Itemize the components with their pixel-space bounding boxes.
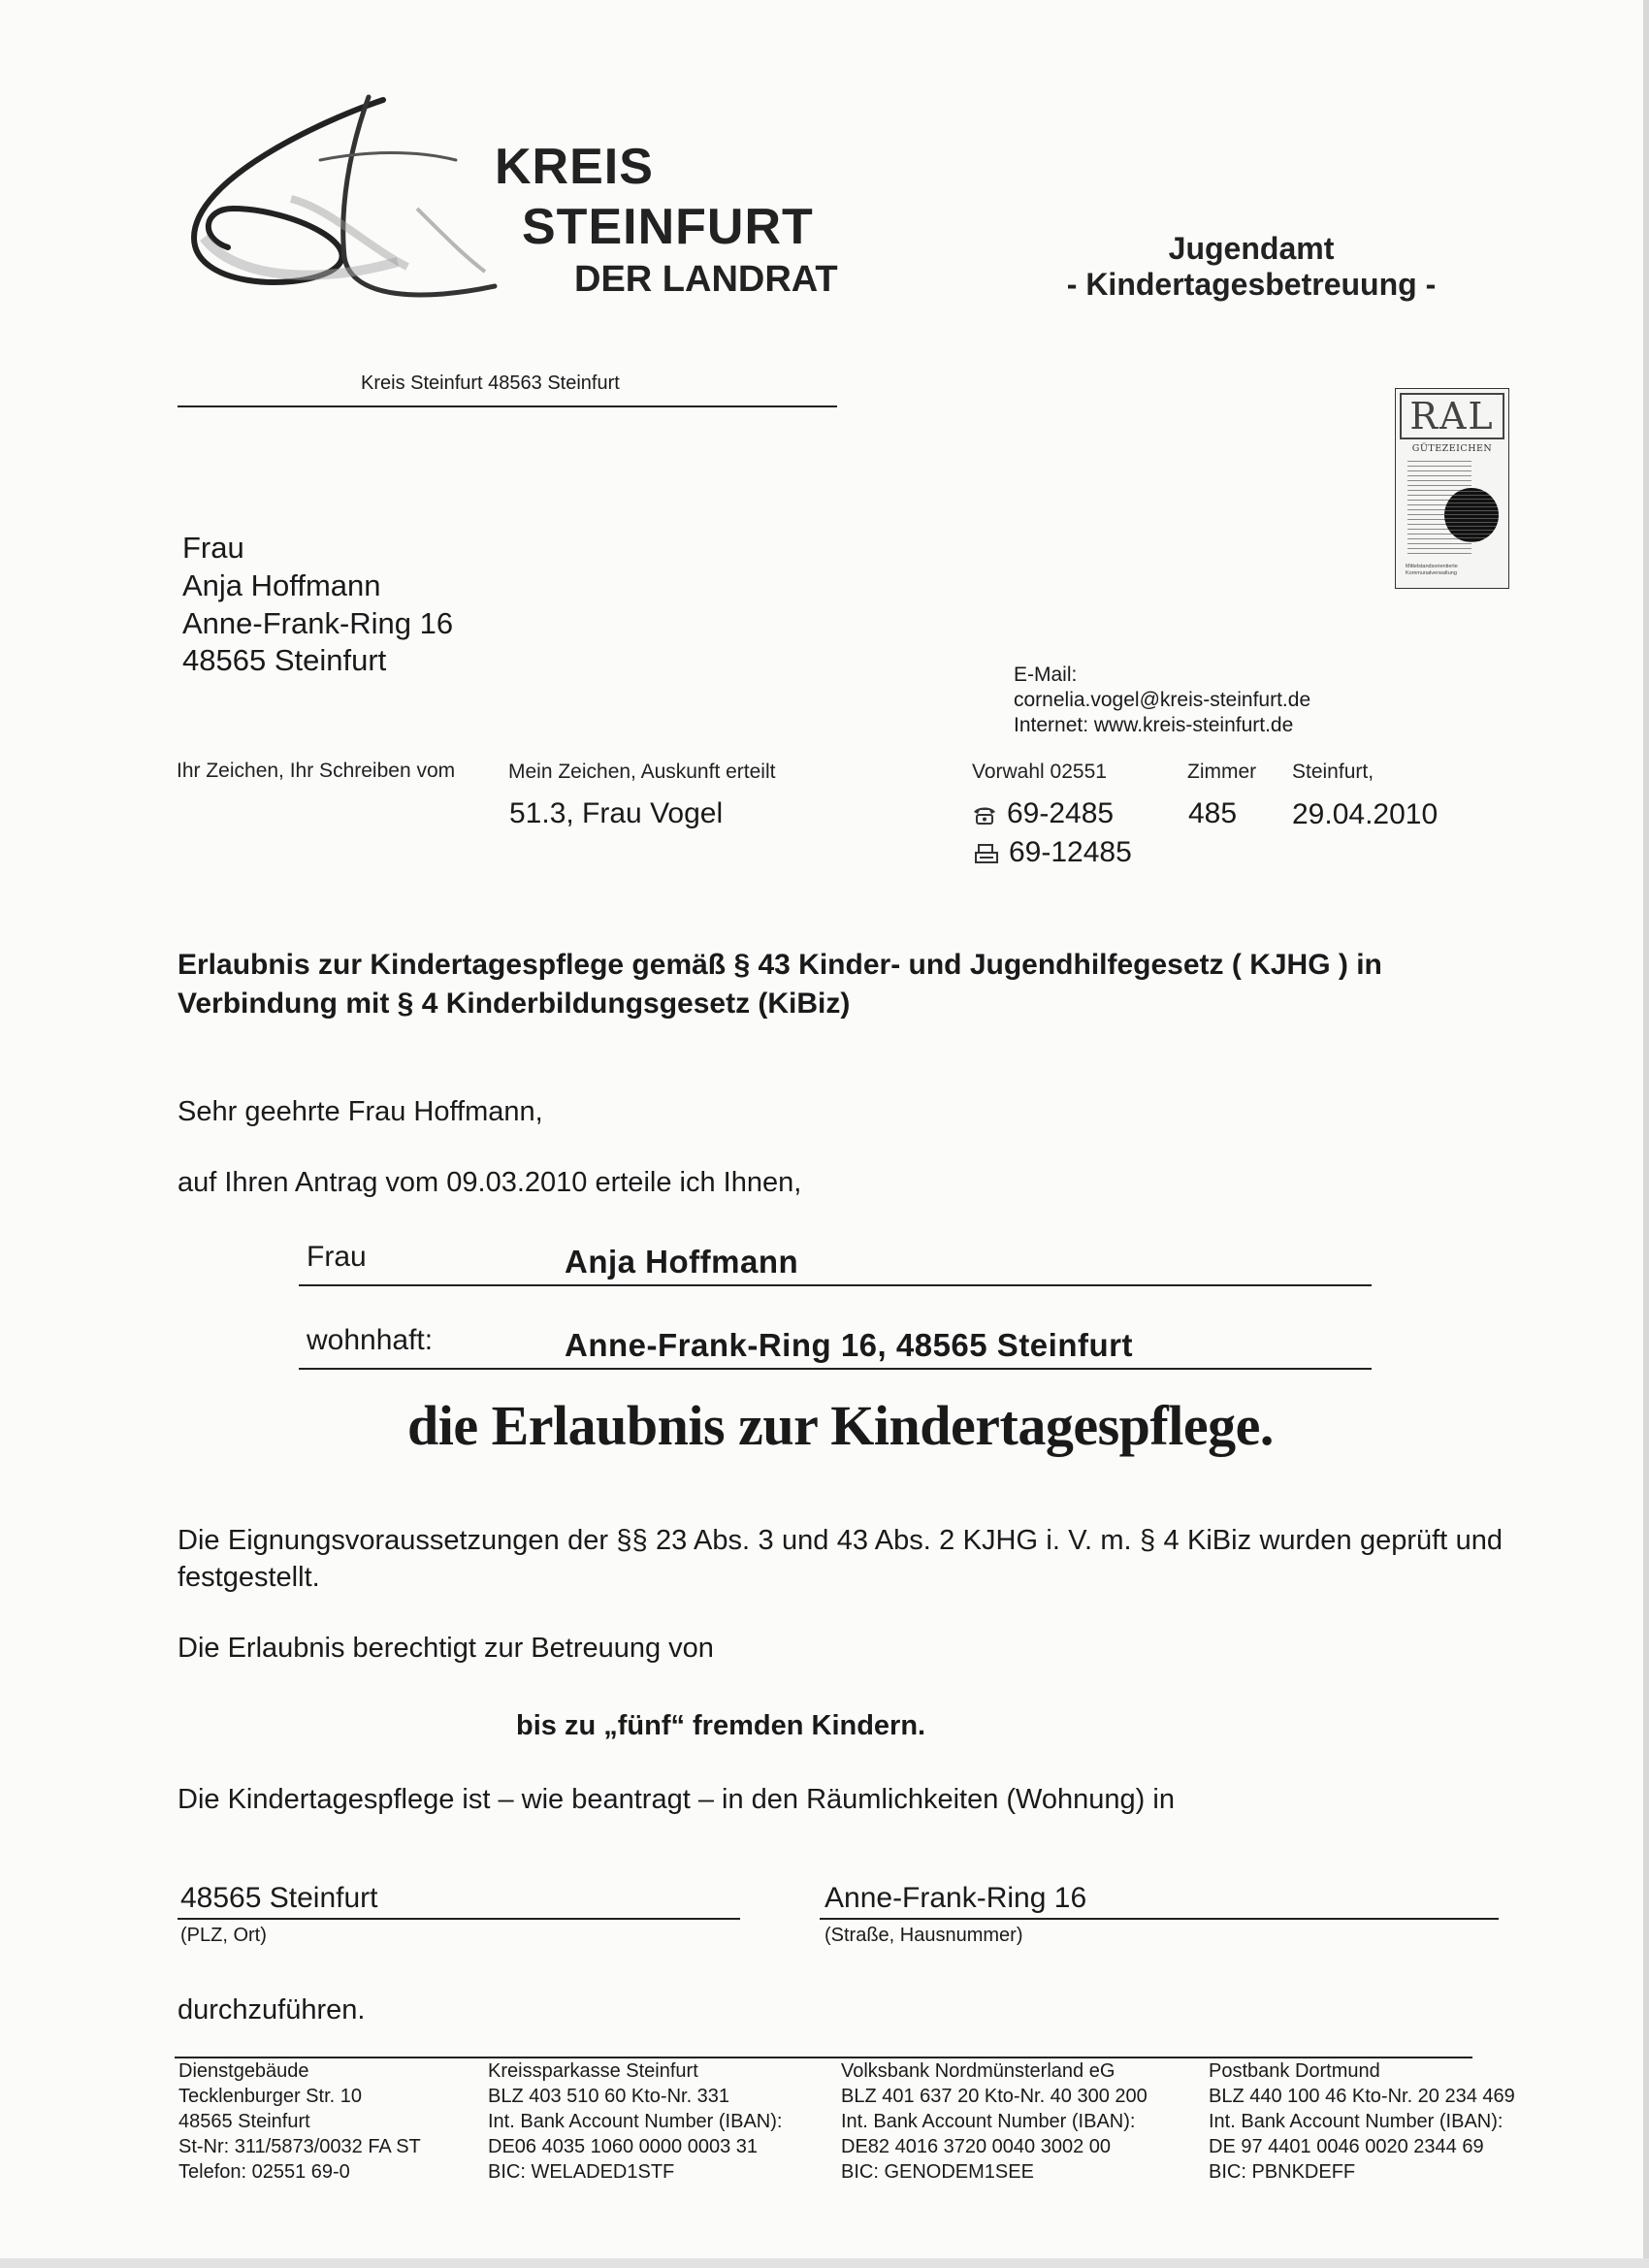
footer-bank-line: Kreissparkasse Steinfurt (488, 2060, 698, 2082)
recipient-salutation: Frau (182, 531, 244, 565)
phone-number (972, 797, 1114, 830)
page-edge-shadow (1643, 0, 1649, 2268)
org-name-line3: DER LANDRAT (574, 259, 838, 300)
org-name-line2: STEINFURT (522, 199, 814, 255)
footer-bank-line: BIC: GENODEM1SEE (841, 2161, 1034, 2183)
field-name-rule (299, 1284, 1372, 1286)
fax-icon (974, 844, 999, 863)
location-city-caption: (PLZ, Ort) (180, 1925, 267, 1946)
return-address-rule (178, 405, 837, 407)
your-reference-label: Ihr Zeichen, Ihr Schreiben vom (177, 760, 456, 782)
fax-number-value: 69-12485 (1009, 836, 1132, 868)
footer-bank-line: DE82 4016 3720 0040 3002 00 (841, 2136, 1112, 2157)
footer-bank-line: BLZ 401 637 20 Kto-Nr. 40 300 200 (841, 2086, 1148, 2107)
field-residence-label: wohnhaft: (307, 1324, 434, 1356)
ral-seal-footer: Mittelstandsorientierte Kommunalverwaltung (1406, 564, 1458, 576)
ral-seal-title: RAL (1400, 393, 1504, 439)
ral-seal-subtitle: GÜTEZEICHEN (1411, 443, 1493, 454)
phone-number-value: 69-2485 (1007, 797, 1115, 829)
org-name-line1: KREIS (495, 139, 654, 195)
location-city-rule (178, 1918, 740, 1920)
ral-quality-seal (1395, 388, 1509, 589)
field-residence-value: Anne-Frank-Ring 16, 48565 Steinfurt (565, 1327, 1133, 1363)
field-residence-rule (299, 1368, 1372, 1370)
child-capacity: bis zu „fünf“ fremden Kindern. (516, 1710, 926, 1741)
footer-office-line: Tecklenburger Str. 10 (178, 2086, 362, 2107)
footer-bank-line: BLZ 440 100 46 Kto-Nr. 20 234 469 (1209, 2086, 1515, 2107)
email-link[interactable]: cornelia.vogel@kreis-steinfurt.de (1014, 689, 1311, 711)
dialing-prefix-label: Vorwahl 02551 (972, 761, 1107, 783)
footer-bank-volksbank (841, 2058, 1148, 2185)
telephone-icon (972, 805, 997, 825)
fax-number (974, 836, 1132, 869)
department-name: Jugendamt (1168, 231, 1335, 266)
location-street-caption: (Straße, Hausnummer) (824, 1925, 1023, 1946)
footer-bank-postbank (1209, 2058, 1515, 2185)
footer-bank-line: Int. Bank Account Number (IBAN): (1209, 2111, 1504, 2132)
footer-bank-line: Postbank Dortmund (1209, 2060, 1380, 2082)
return-address: Kreis Steinfurt 48563 Steinfurt (361, 373, 620, 394)
ral-seal-emblem-icon (1444, 488, 1499, 542)
footer-bank-line: Int. Bank Account Number (IBAN): (488, 2111, 783, 2132)
intro-sentence: auf Ihren Antrag vom 09.03.2010 erteile ich Ihnen, (178, 1167, 802, 1198)
page-bottom-edge (0, 2258, 1649, 2268)
recipient-name: Anja Hoffmann (182, 568, 381, 602)
footer-bank-line: BIC: WELADED1STF (488, 2161, 675, 2183)
footer-office-line: Dienstgebäude (178, 2060, 309, 2082)
my-reference-value: 51.3, Frau Vogel (509, 797, 724, 829)
location-city: 48565 Steinfurt (180, 1882, 378, 1914)
footer-bank-line: BLZ 403 510 60 Kto-Nr. 331 (488, 2086, 730, 2107)
footer-bank-line: BIC: PBNKDEFF (1209, 2161, 1356, 2183)
room-label: Zimmer (1187, 761, 1257, 783)
authorization-sentence: Die Erlaubnis berechtigt zur Betreuung von (178, 1633, 714, 1664)
field-salutation-label: Frau (307, 1241, 367, 1273)
letter-date: 29.04.2010 (1292, 798, 1439, 830)
recipient-street: Anne-Frank-Ring 16 (182, 606, 454, 640)
footer-bank-line: DE06 4035 1060 0000 0003 31 (488, 2136, 759, 2157)
permit-headline: die Erlaubnis zur Kindertagespflege. (407, 1394, 1274, 1457)
greeting: Sehr geehrte Frau Hoffmann, (178, 1096, 543, 1127)
room-value: 485 (1188, 797, 1238, 829)
department-subtitle: - Kindertagesbetreuung - (1066, 267, 1437, 302)
closing-word: durchzuführen. (178, 1994, 366, 2025)
footer-bank-kreissparkasse (488, 2058, 782, 2185)
footer-bank-line: Volksbank Nordmünsterland eG (841, 2060, 1116, 2082)
kreis-steinfurt-logo (175, 92, 504, 315)
footer-office-line: 48565 Steinfurt (178, 2111, 310, 2132)
recipient-city: 48565 Steinfurt (182, 643, 387, 677)
footer-office-line: St-Nr: 311/5873/0032 FA ST (178, 2136, 421, 2157)
location-street-rule (820, 1918, 1499, 1920)
premises-sentence: Die Kindertagespflege ist – wie beantragt – in den Räumlichkeiten (Wohnung) in (178, 1784, 1175, 1815)
my-reference-label: Mein Zeichen, Auskunft erteilt (508, 761, 776, 783)
eligibility-paragraph: Die Eignungsvoraussetzungen der §§ 23 Abs. 3 und 43 Abs. 2 KJHG i. V. m. § 4 KiBiz wurden geprüft und festgestellt. (178, 1525, 1503, 1593)
email-label: E-Mail: (1014, 664, 1078, 686)
location-street: Anne-Frank-Ring 16 (824, 1882, 1087, 1914)
footer-office (178, 2058, 421, 2185)
footer-bank-line: DE 97 4401 0046 0020 2344 69 (1209, 2136, 1484, 2157)
letter-subject-line1: Erlaubnis zur Kindertagespflege gemäß § 43 Kinder- und Jugendhilfegesetz ( KJHG ) in (178, 949, 1382, 981)
letter-subject-line2: Verbindung mit § 4 Kinderbildungsgesetz (KiBiz) (178, 988, 851, 1020)
field-name-value: Anja Hoffmann (565, 1244, 799, 1280)
place-label: Steinfurt, (1292, 761, 1374, 783)
internet-link[interactable]: Internet: www.kreis-steinfurt.de (1014, 714, 1294, 736)
footer-bank-line: Int. Bank Account Number (IBAN): (841, 2111, 1136, 2132)
footer-office-line: Telefon: 02551 69-0 (178, 2161, 350, 2183)
